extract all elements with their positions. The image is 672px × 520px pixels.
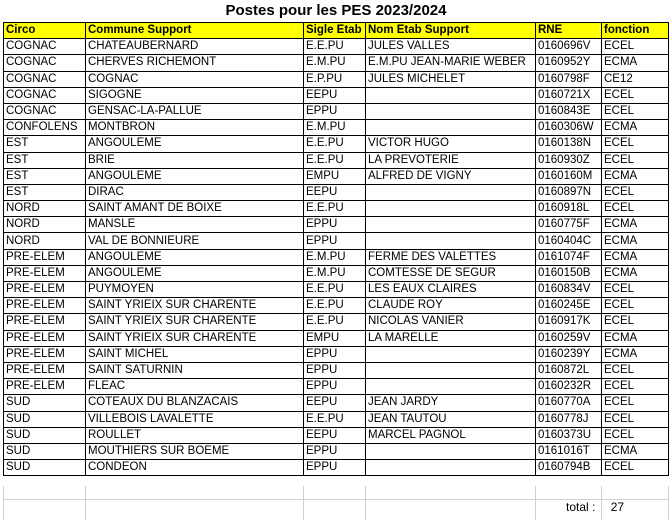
- cell-nom-etab-support[interactable]: [366, 120, 536, 136]
- cell-circo[interactable]: PRE-ELEM: [4, 330, 86, 346]
- cell-fonction[interactable]: ECEL: [602, 411, 669, 427]
- cell-sigle-etab[interactable]: EPPU: [304, 379, 366, 395]
- cell-sigle-etab[interactable]: EEPU: [304, 87, 366, 103]
- table-row: [4, 460, 669, 476]
- cell-fonction[interactable]: ECEL: [602, 201, 669, 217]
- cell-rne[interactable]: 0160872L: [536, 362, 602, 378]
- cell-fonction[interactable]: ECMA: [602, 168, 669, 184]
- cell-circo[interactable]: COGNAC: [4, 103, 86, 119]
- table-row: [4, 362, 669, 378]
- cell-rne[interactable]: 0160843E: [536, 103, 602, 119]
- cell-commune-support[interactable]: CHERVES RICHEMONT: [86, 55, 304, 71]
- table-row: [4, 217, 669, 233]
- cell-commune-support[interactable]: ANGOULEME: [86, 265, 304, 281]
- cell-rne[interactable]: 0160232R: [536, 379, 602, 395]
- cell-circo[interactable]: EST: [4, 168, 86, 184]
- table-row: [4, 87, 669, 103]
- cell-fonction[interactable]: ECEL: [602, 103, 669, 119]
- cell-circo[interactable]: PRE-ELEM: [4, 282, 86, 298]
- cell-circo[interactable]: SUD: [4, 395, 86, 411]
- cell-rne[interactable]: 0160917K: [536, 314, 602, 330]
- cell-fonction[interactable]: ECEL: [602, 39, 669, 55]
- cell-rne[interactable]: 0160138N: [536, 136, 602, 152]
- cell-nom-etab-support[interactable]: E.M.PU JEAN-MARIE WEBER: [366, 55, 536, 71]
- cell-nom-etab-support[interactable]: JEAN JARDY: [366, 395, 536, 411]
- cell-sigle-etab[interactable]: EPPU: [304, 217, 366, 233]
- cell-rne[interactable]: 0160834V: [536, 282, 602, 298]
- cell-commune-support[interactable]: SAINT YRIEIX SUR CHARENTE: [86, 330, 304, 346]
- table-row: [4, 201, 669, 217]
- cell-circo[interactable]: NORD: [4, 217, 86, 233]
- table-row: [4, 184, 669, 200]
- cell-rne[interactable]: 0160306W: [536, 120, 602, 136]
- cell-fonction[interactable]: ECEL: [602, 395, 669, 411]
- cell-circo[interactable]: PRE-ELEM: [4, 379, 86, 395]
- cell-commune-support[interactable]: SAINT YRIEIX SUR CHARENTE: [86, 298, 304, 314]
- table-row: [4, 314, 669, 330]
- cell-circo[interactable]: SUD: [4, 411, 86, 427]
- cell-fonction[interactable]: ECEL: [602, 379, 669, 395]
- cell-sigle-etab[interactable]: E.E.PU: [304, 411, 366, 427]
- table-row: [4, 152, 669, 168]
- cell-nom-etab-support[interactable]: LA PREVOTERIE: [366, 152, 536, 168]
- cell-fonction[interactable]: ECMA: [602, 233, 669, 249]
- cell-commune-support[interactable]: GENSAC-LA-PALLUE: [86, 103, 304, 119]
- cell-circo[interactable]: COGNAC: [4, 39, 86, 55]
- table-header-row: [4, 23, 669, 39]
- cell-nom-etab-support[interactable]: CLAUDE ROY: [366, 298, 536, 314]
- cell-sigle-etab[interactable]: EEPU: [304, 395, 366, 411]
- cell-circo[interactable]: PRE-ELEM: [4, 249, 86, 265]
- cell-nom-etab-support[interactable]: MARCEL PAGNOL: [366, 427, 536, 443]
- cell-sigle-etab[interactable]: E.E.PU: [304, 39, 366, 55]
- cell-commune-support[interactable]: DIRAC: [86, 184, 304, 200]
- cell-rne[interactable]: 0160259V: [536, 330, 602, 346]
- cell-circo[interactable]: SUD: [4, 460, 86, 476]
- cell-sigle-etab[interactable]: EPPU: [304, 460, 366, 476]
- cell-rne[interactable]: 0160150B: [536, 265, 602, 281]
- cell-sigle-etab[interactable]: EPPU: [304, 443, 366, 459]
- cell-sigle-etab[interactable]: E.E.PU: [304, 298, 366, 314]
- cell-rne[interactable]: 0160798F: [536, 71, 602, 87]
- cell-commune-support[interactable]: MANSLE: [86, 217, 304, 233]
- total-value[interactable]: 27: [610, 500, 625, 514]
- column-header-rne[interactable]: RNE: [536, 23, 602, 39]
- cell-circo[interactable]: NORD: [4, 201, 86, 217]
- cell-circo[interactable]: PRE-ELEM: [4, 265, 86, 281]
- column-header-circo[interactable]: Circo: [4, 23, 86, 39]
- cell-sigle-etab[interactable]: E.M.PU: [304, 120, 366, 136]
- column-header-fonction[interactable]: fonction: [602, 23, 669, 39]
- cell-sigle-etab[interactable]: E.P.PU: [304, 71, 366, 87]
- cell-rne[interactable]: 0160952Y: [536, 55, 602, 71]
- column-header-sigle-etab[interactable]: Sigle Etab: [304, 23, 366, 39]
- cell-nom-etab-support[interactable]: [366, 379, 536, 395]
- cell-rne[interactable]: 0160696V: [536, 39, 602, 55]
- cell-nom-etab-support[interactable]: JULES MICHELET: [366, 71, 536, 87]
- cell-sigle-etab[interactable]: EMPU: [304, 168, 366, 184]
- cell-commune-support[interactable]: ROULLET: [86, 427, 304, 443]
- sheet-title: Postes pour les PES 2023/2024: [225, 2, 447, 19]
- cell-commune-support[interactable]: CHATEAUBERNARD: [86, 39, 304, 55]
- cell-nom-etab-support[interactable]: ALFRED DE VIGNY: [366, 168, 536, 184]
- cell-nom-etab-support[interactable]: [366, 233, 536, 249]
- cell-circo[interactable]: PRE-ELEM: [4, 298, 86, 314]
- cell-nom-etab-support[interactable]: FERME DES VALETTES: [366, 249, 536, 265]
- total-summary: [566, 500, 624, 514]
- cell-sigle-etab[interactable]: E.E.PU: [304, 152, 366, 168]
- cell-sigle-etab[interactable]: EPPU: [304, 362, 366, 378]
- cell-commune-support[interactable]: SIGOGNE: [86, 87, 304, 103]
- cell-rne[interactable]: 0160404C: [536, 233, 602, 249]
- cell-nom-etab-support[interactable]: JULES VALLES: [366, 39, 536, 55]
- cell-rne[interactable]: 0160775F: [536, 217, 602, 233]
- cell-fonction[interactable]: ECEL: [602, 314, 669, 330]
- cell-sigle-etab[interactable]: EEPU: [304, 427, 366, 443]
- cell-sigle-etab[interactable]: EPPU: [304, 346, 366, 362]
- cell-commune-support[interactable]: SAINT YRIEIX SUR CHARENTE: [86, 314, 304, 330]
- cell-circo[interactable]: SUD: [4, 427, 86, 443]
- table-row: [4, 103, 669, 119]
- cell-fonction[interactable]: ECEL: [602, 184, 669, 200]
- cell-sigle-etab[interactable]: E.M.PU: [304, 265, 366, 281]
- cell-fonction[interactable]: ECMA: [602, 346, 669, 362]
- table-row: [4, 233, 669, 249]
- cell-fonction[interactable]: ECEL: [602, 362, 669, 378]
- cell-commune-support[interactable]: COTEAUX DU BLANZACAIS: [86, 395, 304, 411]
- cell-sigle-etab[interactable]: EPPU: [304, 103, 366, 119]
- cell-commune-support[interactable]: VAL DE BONNIEURE: [86, 233, 304, 249]
- cell-nom-etab-support[interactable]: [366, 201, 536, 217]
- cell-commune-support[interactable]: ANGOULEME: [86, 136, 304, 152]
- cell-commune-support[interactable]: SAINT MICHEL: [86, 346, 304, 362]
- cell-rne[interactable]: 0160794B: [536, 460, 602, 476]
- table-row: [4, 120, 669, 136]
- cell-commune-support[interactable]: MONTBRON: [86, 120, 304, 136]
- cell-fonction[interactable]: ECEL: [602, 152, 669, 168]
- table-row: [4, 168, 669, 184]
- cell-circo[interactable]: COGNAC: [4, 71, 86, 87]
- cell-commune-support[interactable]: ANGOULEME: [86, 168, 304, 184]
- cell-nom-etab-support[interactable]: [366, 217, 536, 233]
- cell-nom-etab-support[interactable]: [366, 362, 536, 378]
- table-row: [4, 55, 669, 71]
- cell-nom-etab-support[interactable]: NICOLAS VANIER: [366, 314, 536, 330]
- cell-fonction[interactable]: ECEL: [602, 298, 669, 314]
- table-row: [4, 346, 669, 362]
- cell-fonction[interactable]: ECMA: [602, 443, 669, 459]
- cell-sigle-etab[interactable]: E.E.PU: [304, 136, 366, 152]
- cell-commune-support[interactable]: MOUTHIERS SUR BOEME: [86, 443, 304, 459]
- cell-circo[interactable]: PRE-ELEM: [4, 314, 86, 330]
- cell-sigle-etab[interactable]: E.M.PU: [304, 249, 366, 265]
- cell-fonction[interactable]: ECEL: [602, 282, 669, 298]
- cell-fonction[interactable]: ECMA: [602, 55, 669, 71]
- cell-rne[interactable]: 0161016T: [536, 443, 602, 459]
- cell-circo[interactable]: SUD: [4, 443, 86, 459]
- cell-nom-etab-support[interactable]: [366, 103, 536, 119]
- cell-fonction[interactable]: ECEL: [602, 427, 669, 443]
- cell-rne[interactable]: 0160239Y: [536, 346, 602, 362]
- cell-rne[interactable]: 0160778J: [536, 411, 602, 427]
- cell-circo[interactable]: COGNAC: [4, 87, 86, 103]
- table-row: [4, 395, 669, 411]
- cell-rne[interactable]: 0160770A: [536, 395, 602, 411]
- cell-nom-etab-support[interactable]: JEAN TAUTOU: [366, 411, 536, 427]
- cell-rne[interactable]: 0160245E: [536, 298, 602, 314]
- column-header-nom-etab-support[interactable]: Nom Etab Support: [366, 23, 536, 39]
- cell-rne[interactable]: 0160918L: [536, 201, 602, 217]
- cell-rne[interactable]: 0160721X: [536, 87, 602, 103]
- cell-rne[interactable]: 0160160M: [536, 168, 602, 184]
- cell-commune-support[interactable]: PUYMOYEN: [86, 282, 304, 298]
- cell-nom-etab-support[interactable]: [366, 346, 536, 362]
- cell-circo[interactable]: CONFOLENS: [4, 120, 86, 136]
- cell-fonction[interactable]: ECMA: [602, 120, 669, 136]
- cell-rne[interactable]: 0160897N: [536, 184, 602, 200]
- cell-nom-etab-support[interactable]: COMTESSE DE SEGUR: [366, 265, 536, 281]
- cell-circo[interactable]: PRE-ELEM: [4, 362, 86, 378]
- total-label: total :: [566, 500, 596, 514]
- cell-fonction[interactable]: ECEL: [602, 87, 669, 103]
- cell-circo[interactable]: EST: [4, 152, 86, 168]
- cell-rne[interactable]: 0160373U: [536, 427, 602, 443]
- table-row: [4, 265, 669, 281]
- cell-fonction[interactable]: ECEL: [602, 136, 669, 152]
- cell-sigle-etab[interactable]: EPPU: [304, 233, 366, 249]
- cell-nom-etab-support[interactable]: VICTOR HUGO: [366, 136, 536, 152]
- cell-commune-support[interactable]: BRIE: [86, 152, 304, 168]
- positions-table: [3, 22, 669, 476]
- cell-sigle-etab[interactable]: E.M.PU: [304, 55, 366, 71]
- table-row: [4, 136, 669, 152]
- cell-rne[interactable]: 0160930Z: [536, 152, 602, 168]
- table-row: [4, 298, 669, 314]
- table-row: [4, 443, 669, 459]
- table-row: [4, 282, 669, 298]
- cell-circo[interactable]: COGNAC: [4, 55, 86, 71]
- table-row: [4, 427, 669, 443]
- cell-commune-support[interactable]: VILLEBOIS LAVALETTE: [86, 411, 304, 427]
- cell-sigle-etab[interactable]: E.E.PU: [304, 282, 366, 298]
- cell-fonction[interactable]: ECMA: [602, 217, 669, 233]
- table-row: [4, 71, 669, 87]
- column-header-commune-support[interactable]: Commune Support: [86, 23, 304, 39]
- cell-fonction[interactable]: CE12: [602, 71, 669, 87]
- table-row: [4, 379, 669, 395]
- cell-fonction[interactable]: ECMA: [602, 249, 669, 265]
- table-row: [4, 411, 669, 427]
- cell-commune-support[interactable]: COGNAC: [86, 71, 304, 87]
- cell-nom-etab-support[interactable]: LA MARELLE: [366, 330, 536, 346]
- cell-nom-etab-support[interactable]: [366, 460, 536, 476]
- cell-nom-etab-support[interactable]: LES EAUX CLAIRES: [366, 282, 536, 298]
- cell-nom-etab-support[interactable]: [366, 184, 536, 200]
- cell-commune-support[interactable]: ANGOULEME: [86, 249, 304, 265]
- table-row: [4, 330, 669, 346]
- cell-fonction[interactable]: ECMA: [602, 330, 669, 346]
- cell-sigle-etab[interactable]: EEPU: [304, 184, 366, 200]
- cell-fonction[interactable]: ECEL: [602, 460, 669, 476]
- table-row: [4, 39, 669, 55]
- cell-commune-support[interactable]: CONDEON: [86, 460, 304, 476]
- cell-nom-etab-support[interactable]: [366, 87, 536, 103]
- cell-rne[interactable]: 0161074F: [536, 249, 602, 265]
- cell-circo[interactable]: PRE-ELEM: [4, 346, 86, 362]
- cell-circo[interactable]: EST: [4, 136, 86, 152]
- cell-circo[interactable]: NORD: [4, 233, 86, 249]
- table-row: [4, 249, 669, 265]
- cell-fonction[interactable]: ECMA: [602, 265, 669, 281]
- cell-commune-support[interactable]: SAINT SATURNIN: [86, 362, 304, 378]
- cell-nom-etab-support[interactable]: [366, 443, 536, 459]
- cell-circo[interactable]: EST: [4, 184, 86, 200]
- cell-commune-support[interactable]: FLEAC: [86, 379, 304, 395]
- cell-sigle-etab[interactable]: EMPU: [304, 330, 366, 346]
- cell-commune-support[interactable]: SAINT AMANT DE BOIXE: [86, 201, 304, 217]
- cell-sigle-etab[interactable]: E.E.PU: [304, 314, 366, 330]
- cell-sigle-etab[interactable]: E.E.PU: [304, 201, 366, 217]
